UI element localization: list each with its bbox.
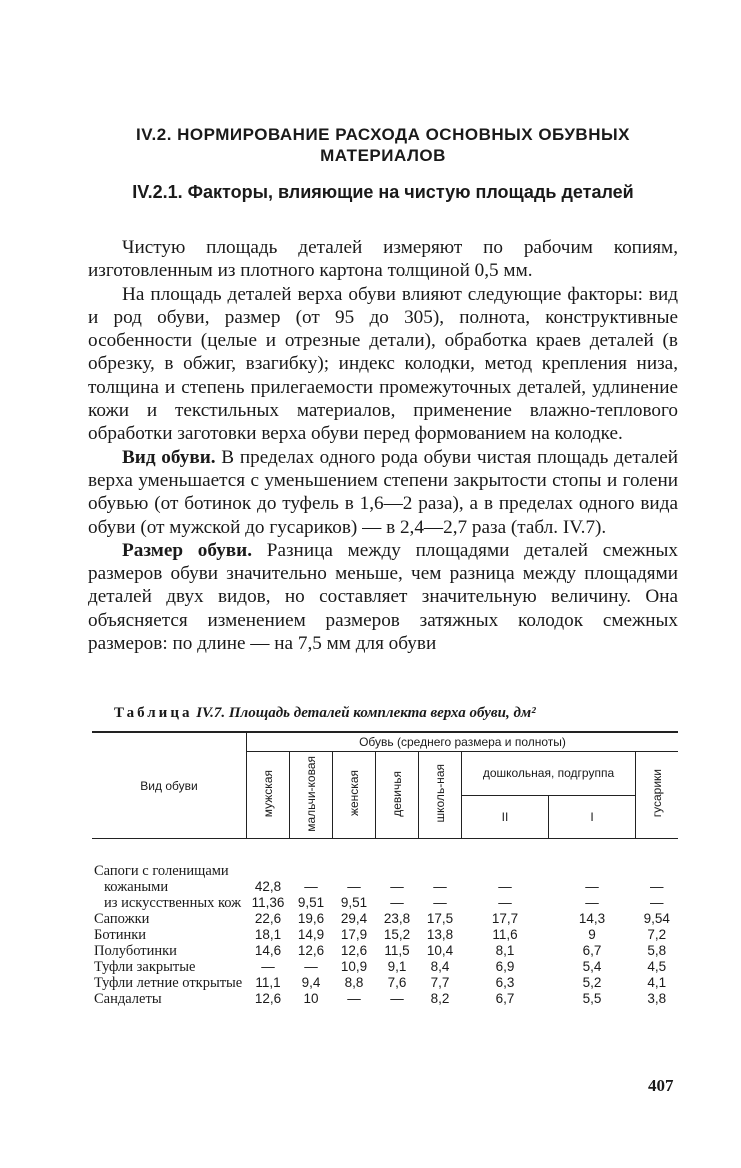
row-value bbox=[247, 839, 290, 880]
row-value: 18,1 bbox=[254, 927, 282, 942]
subsection-heading: IV.2.1. Факторы, влияющие на чистую площадь деталей bbox=[132, 182, 634, 202]
row-value: 5,2 bbox=[582, 975, 602, 990]
row-value: — bbox=[347, 879, 361, 894]
row-value: — bbox=[261, 959, 275, 974]
area-table bbox=[92, 731, 678, 1007]
row-value: 14,6 bbox=[254, 943, 282, 958]
row-value: — bbox=[585, 895, 599, 910]
row-name: Полуботинки bbox=[94, 943, 177, 959]
table-row bbox=[92, 839, 678, 880]
row-value: 42,8 bbox=[254, 879, 282, 894]
row-value: 12,6 bbox=[297, 943, 325, 958]
paragraph-3-text: В пределах одного рода обуви чистая площадь деталей верха уменьшается с уменьшением степени закрытости стопы и голени обувью (от ботинок до туфель в 1,6—2 раза), а в пределах одного вида обуви (от мужской до гусариков) — в 2,4—2,7 раза (табл. IV.7). bbox=[88, 446, 679, 538]
row-value: 5,8 bbox=[647, 943, 667, 958]
row-value bbox=[376, 839, 419, 880]
row-value: 9,51 bbox=[297, 895, 325, 910]
table-row bbox=[92, 895, 678, 911]
row-value: 8,4 bbox=[430, 959, 450, 974]
row-value: 12,6 bbox=[254, 991, 282, 1006]
header-preschool: дошкольная, подгруппа bbox=[462, 752, 636, 796]
row-value: 14,9 bbox=[297, 927, 325, 942]
row-value: 9,54 bbox=[643, 911, 670, 926]
row-value: 9,51 bbox=[340, 895, 368, 910]
row-name: Сапоги с голенищами bbox=[94, 863, 229, 879]
row-value: 9,1 bbox=[387, 959, 407, 974]
row-value: 11,5 bbox=[384, 943, 410, 958]
row-value: 9 bbox=[588, 927, 596, 942]
row-name: Туфли летние открытые bbox=[94, 975, 243, 991]
row-value: 4,1 bbox=[647, 975, 667, 990]
table-row bbox=[92, 879, 678, 895]
header-col-hussars: гусарики bbox=[650, 769, 664, 818]
row-name: Сапожки bbox=[94, 911, 150, 927]
row-value: 12,6 bbox=[340, 943, 368, 958]
row-value: 11,6 bbox=[492, 927, 518, 942]
table-row bbox=[92, 975, 678, 991]
row-value: 23,8 bbox=[383, 911, 411, 926]
paragraph-4-lead: Размер обуви. bbox=[122, 539, 253, 561]
row-value: 6,7 bbox=[495, 991, 515, 1006]
header-preschool-i: I bbox=[548, 795, 635, 839]
row-value: 19,6 bbox=[297, 911, 325, 926]
paragraph-1: Чистую площадь деталей измеряют по рабочим копиям, изготовленным из плотного картона толщиной 0,5 мм. bbox=[88, 237, 678, 282]
paragraph-4 bbox=[88, 539, 678, 655]
row-value bbox=[636, 839, 679, 880]
header-group: Обувь (среднего размера и полноты) bbox=[247, 732, 679, 752]
header-col-girls: девичья bbox=[390, 770, 404, 817]
row-value: 11,36 bbox=[251, 895, 285, 910]
row-value: — bbox=[498, 879, 512, 894]
row-value: — bbox=[433, 879, 447, 894]
row-value: — bbox=[498, 895, 512, 910]
paragraph-2: На площадь деталей верха обуви влияют следующие факторы: вид и род обуви, размер (от 95 до 305), полнота, конструктивные особенности (целые и отрезные детали), обработка краев деталей (в обрезку, в обжиг, взагибку); индекс колодки, метод крепления низа, толщина и степень прилегаемости промежуточных деталей, удлинение кожи и текстильных материалов, применение влажно-теплового обработки заготовки верха обуви перед формованием на колодке. bbox=[88, 283, 678, 445]
table-row bbox=[92, 991, 678, 1007]
row-value: — bbox=[585, 879, 599, 894]
table-row bbox=[92, 959, 678, 975]
row-value: — bbox=[390, 879, 404, 894]
row-value: — bbox=[390, 991, 404, 1006]
row-value: 10 bbox=[303, 991, 319, 1006]
row-value: 7,6 bbox=[387, 975, 407, 990]
row-value: 8,8 bbox=[344, 975, 364, 990]
table-caption bbox=[114, 705, 674, 722]
header-preschool-ii: II bbox=[462, 795, 549, 839]
paragraph-3 bbox=[88, 446, 678, 539]
row-name: кожаными bbox=[104, 879, 169, 895]
row-value: 7,7 bbox=[430, 975, 450, 990]
row-value: 13,8 bbox=[426, 927, 454, 942]
row-value: 17,7 bbox=[491, 911, 519, 926]
row-value bbox=[548, 839, 635, 880]
header-col-men: мужская bbox=[261, 769, 275, 818]
row-name: из искусственных кож bbox=[104, 895, 242, 911]
table-row bbox=[92, 927, 678, 943]
row-value: 6,9 bbox=[495, 959, 515, 974]
row-value: — bbox=[390, 895, 404, 910]
header-col-women: женская bbox=[347, 770, 361, 817]
row-name: Сандалеты bbox=[94, 991, 162, 1007]
row-value: 3,8 bbox=[647, 991, 667, 1006]
row-value: — bbox=[650, 895, 664, 910]
section-heading: IV.2. НОРМИРОВАНИЕ РАСХОДА ОСНОВНЫХ ОБУВНЫХ МАТЕРИАЛОВ bbox=[136, 125, 630, 165]
row-value bbox=[419, 839, 462, 880]
table-row bbox=[92, 943, 678, 959]
row-value: — bbox=[433, 895, 447, 910]
row-value: 7,2 bbox=[647, 927, 667, 942]
row-name: Туфли закрытые bbox=[94, 959, 196, 975]
row-value: 5,4 bbox=[582, 959, 602, 974]
row-value: — bbox=[304, 959, 318, 974]
row-value: 14,3 bbox=[578, 911, 606, 926]
header-col-boys: мальчи-ковая bbox=[304, 755, 318, 832]
page-number: 407 bbox=[648, 1076, 674, 1095]
header-kind: Вид обуви bbox=[92, 732, 247, 839]
row-value: 15,2 bbox=[383, 927, 411, 942]
row-value bbox=[290, 839, 333, 880]
row-name: Ботинки bbox=[94, 927, 147, 943]
row-value: 6,3 bbox=[495, 975, 515, 990]
table-caption-text: IV.7. Площадь деталей комплекта верха обуви, дм² bbox=[192, 705, 536, 721]
row-value: 5,5 bbox=[582, 991, 602, 1006]
row-value: — bbox=[304, 879, 318, 894]
table-row bbox=[92, 911, 678, 927]
row-value bbox=[462, 839, 549, 880]
row-value: 9,4 bbox=[301, 975, 321, 990]
paragraph-4-text: Разница между площадями деталей смежных размеров обуви значительно меньше, чем разница между площадями деталей двух видов, но составляет значительную величину. Она объясняется изменением размеров затяжных колодок смежных размеров: по длине — на 7,5 мм для обуви bbox=[88, 539, 678, 655]
table-body bbox=[92, 839, 678, 1008]
header-col-school: школь-ная bbox=[433, 764, 447, 823]
row-value bbox=[333, 839, 376, 880]
body-text bbox=[88, 236, 678, 655]
row-value: 8,1 bbox=[495, 943, 515, 958]
row-value: — bbox=[347, 991, 361, 1006]
row-value: 4,5 bbox=[647, 959, 667, 974]
row-value: 6,7 bbox=[582, 943, 602, 958]
row-value: — bbox=[650, 879, 664, 894]
table-caption-lead: Таблица bbox=[114, 705, 193, 721]
paragraph-3-lead: Вид обуви. bbox=[122, 446, 216, 468]
row-value: 11,1 bbox=[255, 975, 281, 990]
row-value: 10,4 bbox=[426, 943, 454, 958]
row-value: 10,9 bbox=[340, 959, 368, 974]
row-value: 29,4 bbox=[340, 911, 368, 926]
row-value: 8,2 bbox=[430, 991, 450, 1006]
row-value: 17,5 bbox=[426, 911, 454, 926]
row-value: 17,9 bbox=[340, 927, 368, 942]
row-value: 22,6 bbox=[254, 911, 282, 926]
